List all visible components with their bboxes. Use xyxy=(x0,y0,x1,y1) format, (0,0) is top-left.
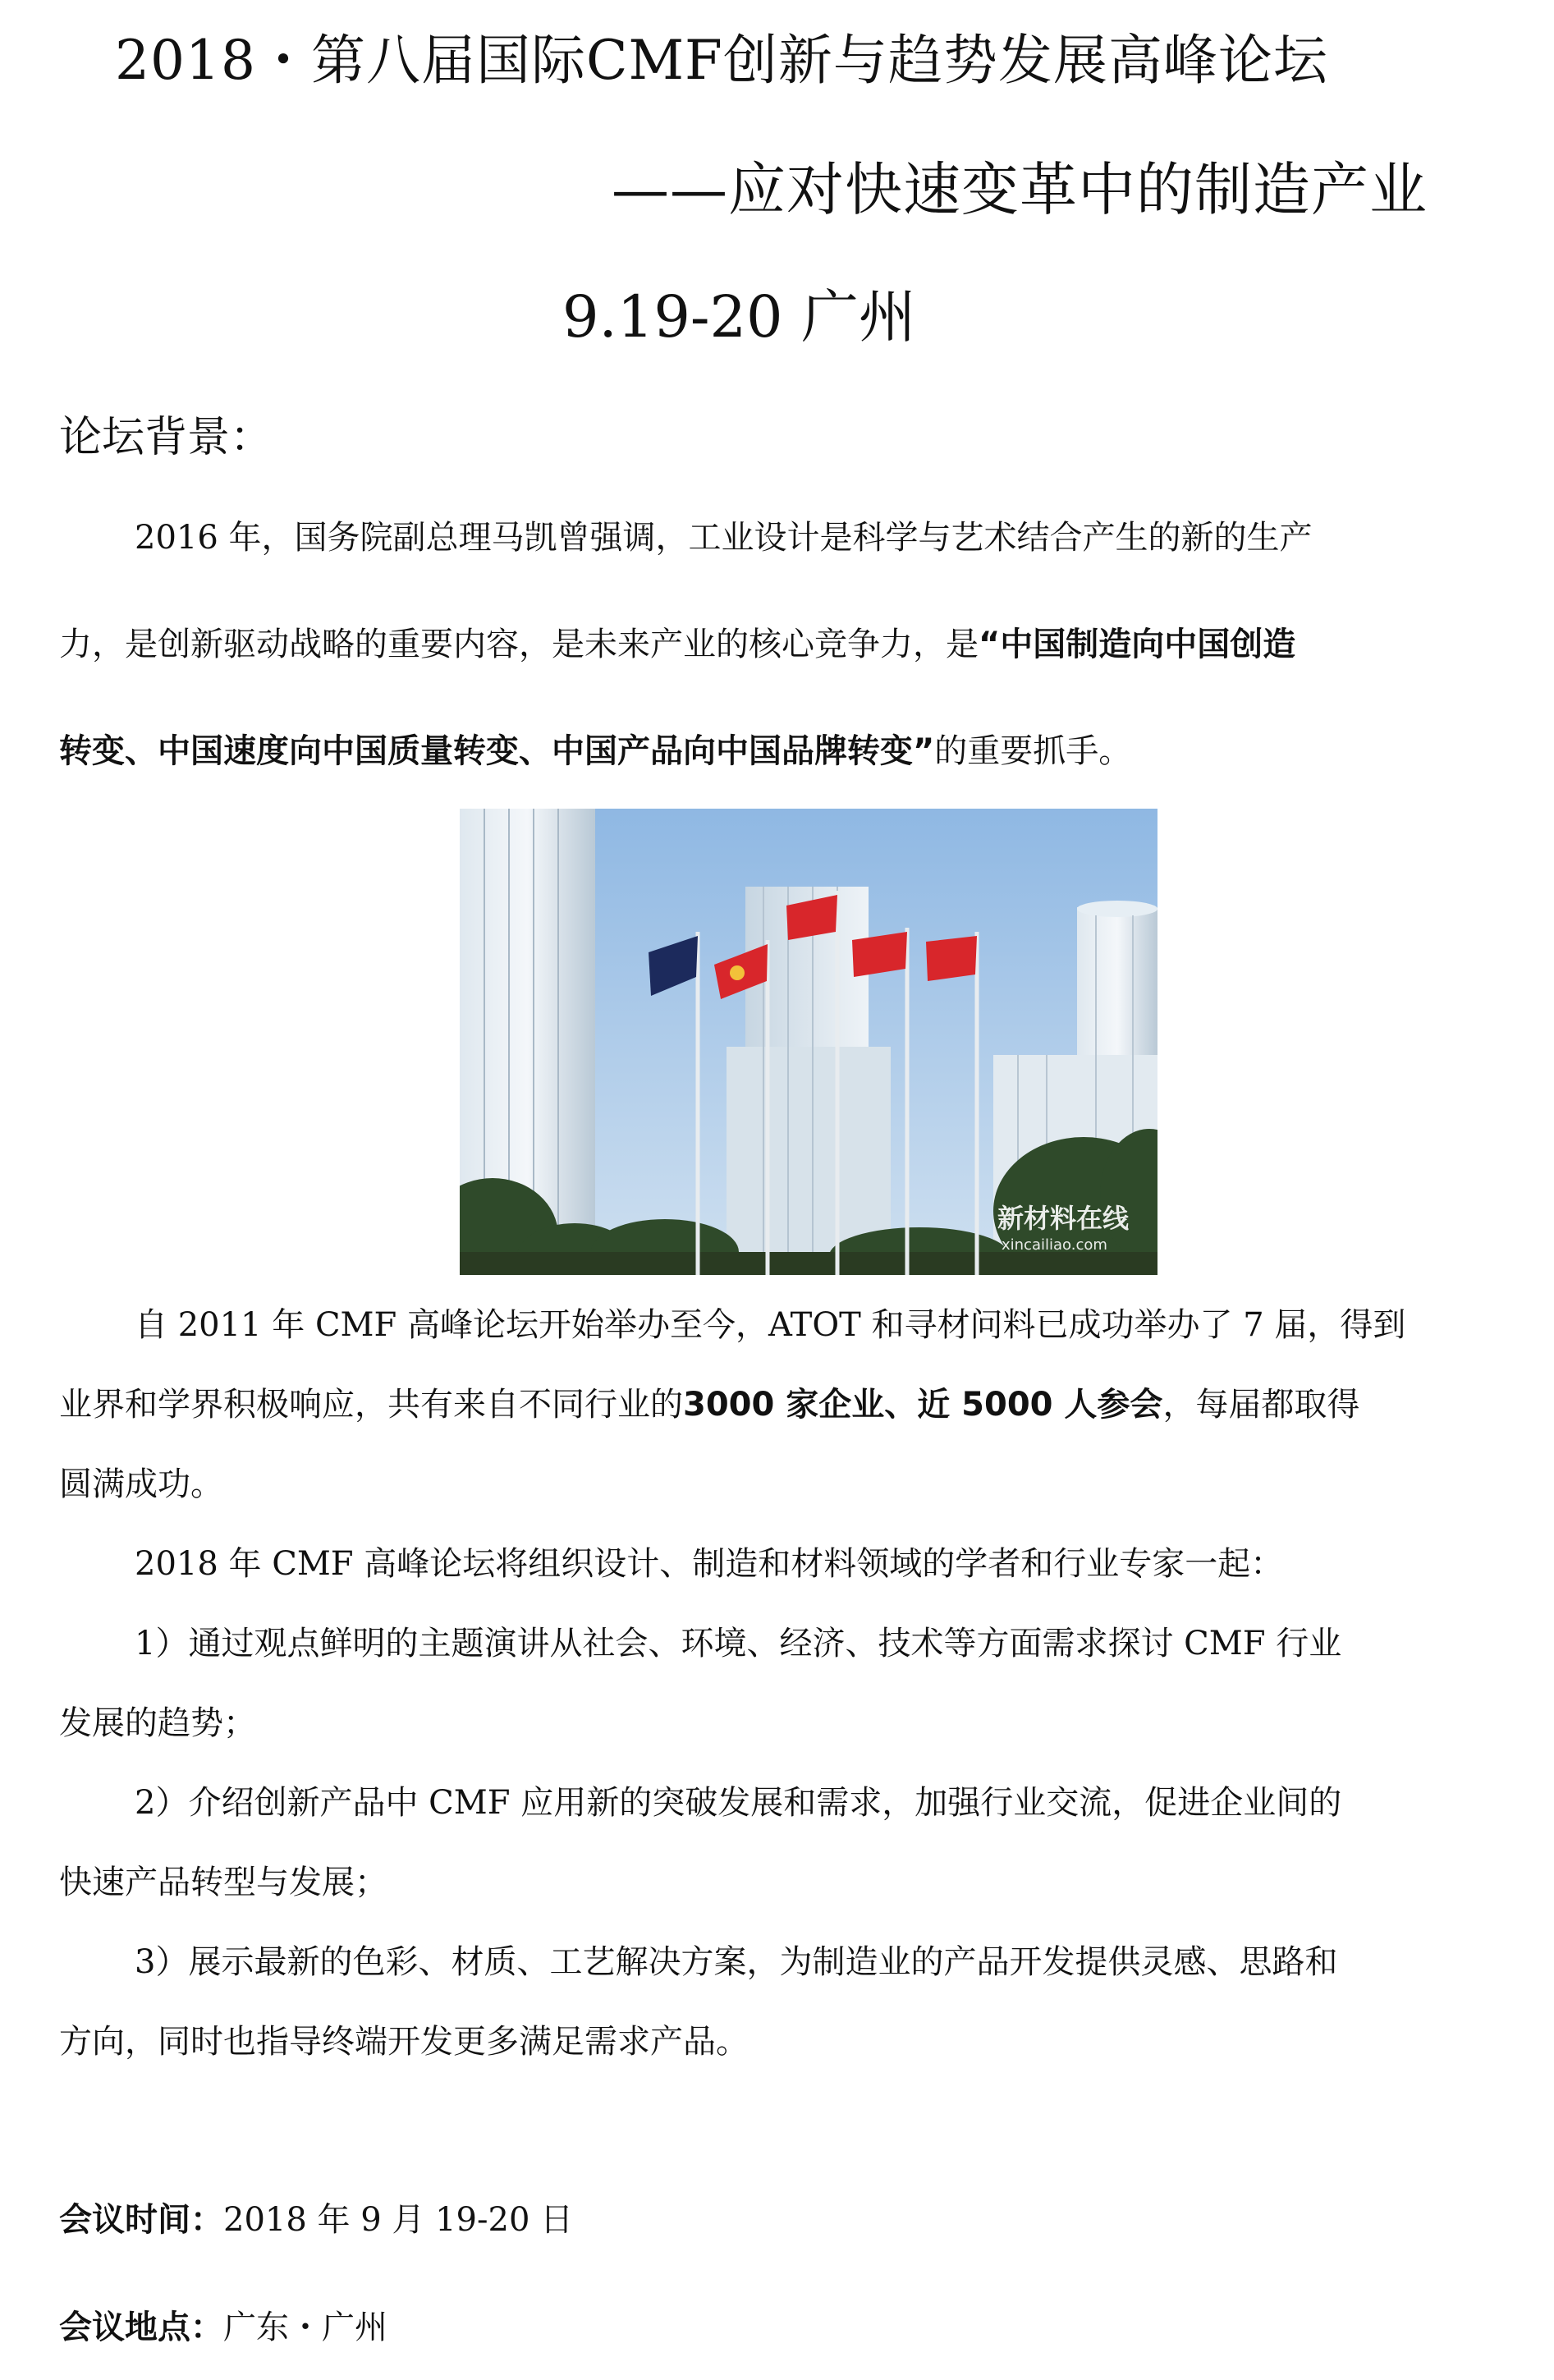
meeting-place-value: 广东・广州 xyxy=(223,2309,387,2346)
paragraph-line: 2016 年，国务院副总理马凯曾强调，工业设计是科学与艺术结合产生的新的生产 xyxy=(135,519,1313,557)
meeting-time-value: 2018 年 9 月 19-20 日 xyxy=(223,2201,574,2239)
paragraph-line: 2）介绍创新产品中 CMF 应用新的突破发展和需求，加强行业交流，促进企业间的 xyxy=(135,1784,1342,1822)
bold-text-span: “中国制造向中国创造 xyxy=(979,626,1296,663)
paragraph-line xyxy=(59,698,1496,805)
section-heading-background: 论坛背景： xyxy=(59,413,273,462)
paragraph-line: 自 2011 年 CMF 高峰论坛开始举办至今，ATOT 和寻材问料已成功举办了 7 届，得到 xyxy=(135,1306,1406,1344)
title-line-2: ——应对快速变革中的制造产业 xyxy=(612,156,1428,223)
text-span: 力，是创新驱动战略的重要内容，是未来产业的核心竞争力，是 xyxy=(59,626,979,663)
text-span: 的重要抓手。 xyxy=(934,732,1132,770)
meeting-time xyxy=(59,2194,573,2240)
meeting-time-label: 会议时间： xyxy=(59,2201,223,2239)
title-date-location: 9.19-20 广州 xyxy=(562,283,916,351)
title-line-1: 2018・第八届国际CMF创新与趋势发展高峰论坛 xyxy=(115,29,1328,92)
paragraph-line: 2018 年 CMF 高峰论坛将组织设计、制造和材料领域的学者和行业专家一起： xyxy=(135,1545,1284,1583)
paragraph-line xyxy=(59,591,1496,698)
paragraph-line: 圆满成功。 xyxy=(59,1465,223,1503)
bold-text-span: 3000 家企业、近 5000 人参会 xyxy=(683,1386,1163,1424)
paragraph-line: 发展的趋势； xyxy=(59,1704,256,1742)
forum-venue-photo xyxy=(460,809,1157,1275)
paragraph-line: 1）通过观点鲜明的主题演讲从社会、环境、经济、技术等方面需求探讨 CMF 行业 xyxy=(135,1625,1342,1662)
flag-red-4 xyxy=(926,936,977,981)
paragraph-line: 快速产品转型与发展； xyxy=(59,1864,387,1901)
background-paragraph xyxy=(59,484,1496,805)
text-span: ，每届都取得 xyxy=(1162,1386,1360,1424)
watermark-cn: 新材料在线 xyxy=(997,1203,1130,1234)
paragraph-line: 方向，同时也指导终端开发更多满足需求产品。 xyxy=(59,2023,749,2061)
text-span: 业界和学界积极响应，共有来自不同行业的 xyxy=(59,1386,683,1424)
meeting-place-label: 会议地点： xyxy=(59,2309,223,2346)
paragraph-line xyxy=(59,1365,1496,1445)
bold-text-span: 转变、中国速度向中国质量转变、中国产品向中国品牌转变” xyxy=(59,732,935,770)
watermark-url: xincailiao.com xyxy=(1002,1236,1107,1254)
meeting-place xyxy=(59,2301,387,2348)
history-paragraph xyxy=(59,1286,1496,2082)
paragraph-line: 3）展示最新的色彩、材质、工艺解决方案，为制造业的产品开发提供灵感、思路和 xyxy=(135,1943,1338,1981)
